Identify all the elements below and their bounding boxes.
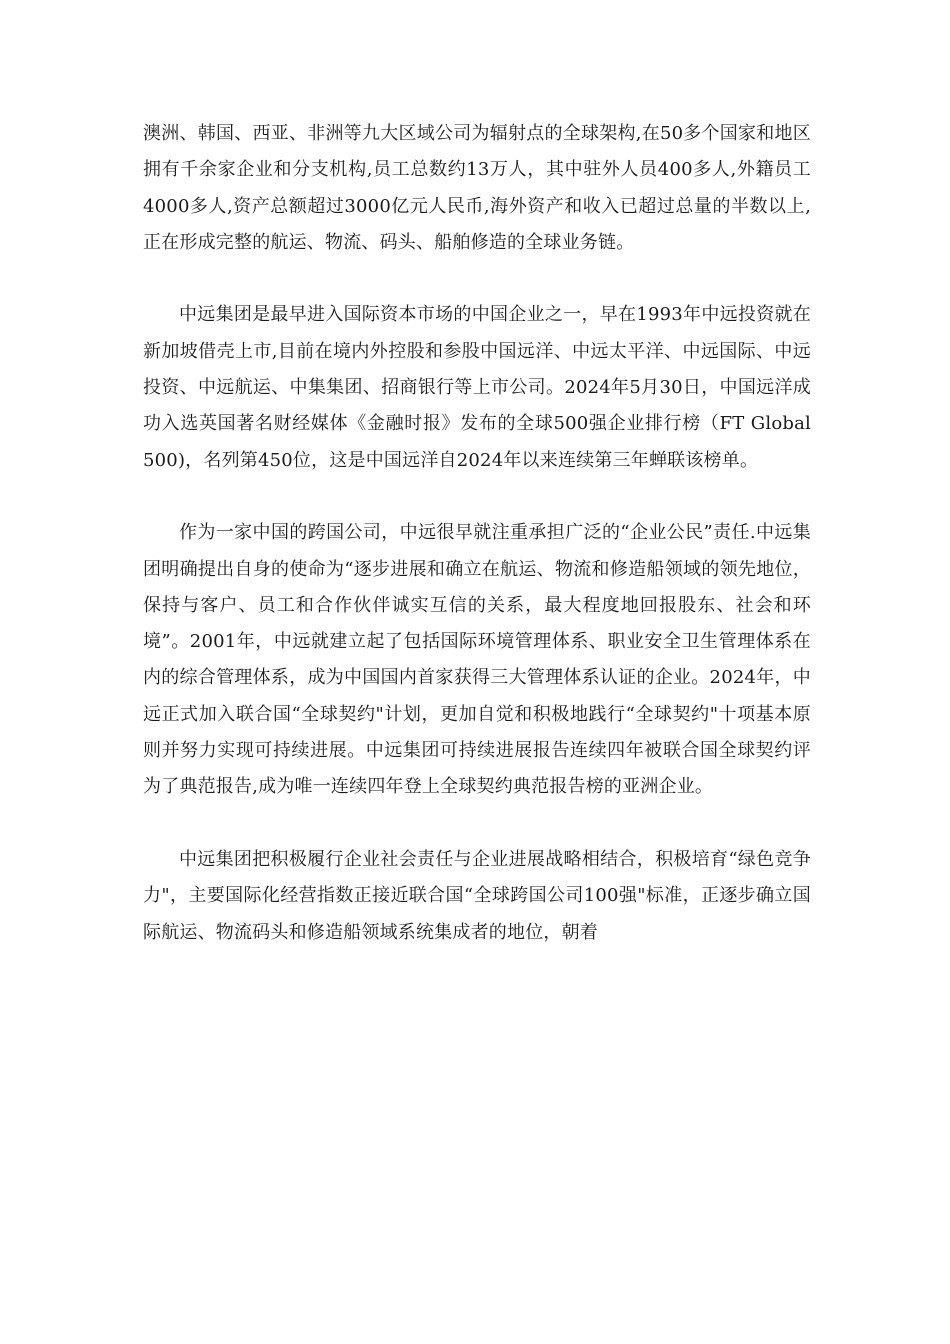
paragraph-1: 澳洲、韩国、西亚、非洲等九大区域公司为辐射点的全球架构,在50多个国家和地区拥有千余家企业和分支机构,员工总数约13万人，其中驻外人员400多人,外籍员工4000多人,资产总额超过3000亿元人民币,海外资产和收入已超过总量的半数以上,正在形成完整的航运、物流、码头、船舶修造的全球业务链。 bbox=[143, 123, 811, 253]
paragraph-4: 中远集团把积极履行企业社会责任与企业进展战略相结合，积极培育“绿色竞争力"，主要国际化经营指数正接近联合国“全球跨国公司100强"标准，正逐步确立国际航运、物流码头和修造船领域系统集成者的地位，朝着 bbox=[143, 848, 811, 943]
paragraph-3: 作为一家中国的跨国公司，中远很早就注重承担广泛的“企业公民”责任.中远集团明确提出自身的使命为“逐步进展和确立在航运、物流和修造船领域的领先地位，保持与客户、员工和合作伙伴诚实互信的关系，最大程度地回报股东、社会和环境”。2001年，中远就建立起了包括国际环境管理体系、职业安全卫生管理体系在内的综合管理体系，成为中国国内首家获得三大管理体系认证的企业。2024年，中远正式加入联合国“全球契约"计划，更加自觉和积极地践行“全球契约"十项基本原则并努力实现可持续进展。中远集团可持续进展报告连续四年被联合国全球契约评为了典范报告,成为唯一连续四年登上全球契约典范报告榜的亚洲企业。 bbox=[143, 522, 811, 798]
document-body bbox=[143, 116, 811, 951]
paragraph-2: 中远集团是最早进入国际资本市场的中国企业之一，早在1993年中远投资就在新加坡借壳上市,目前在境内外控股和参股中国远洋、中远太平洋、中远国际、中远投资、中远航运、中集集团、招商银行等上市公司。2024年5月30日，中国远洋成功入选英国著名财经媒体《金融时报》发布的全球500强企业排行榜（FT Global 500)，名列第450位，这是中国远洋自2024年以来连续第三年蝉联该榜单。 bbox=[143, 304, 811, 471]
